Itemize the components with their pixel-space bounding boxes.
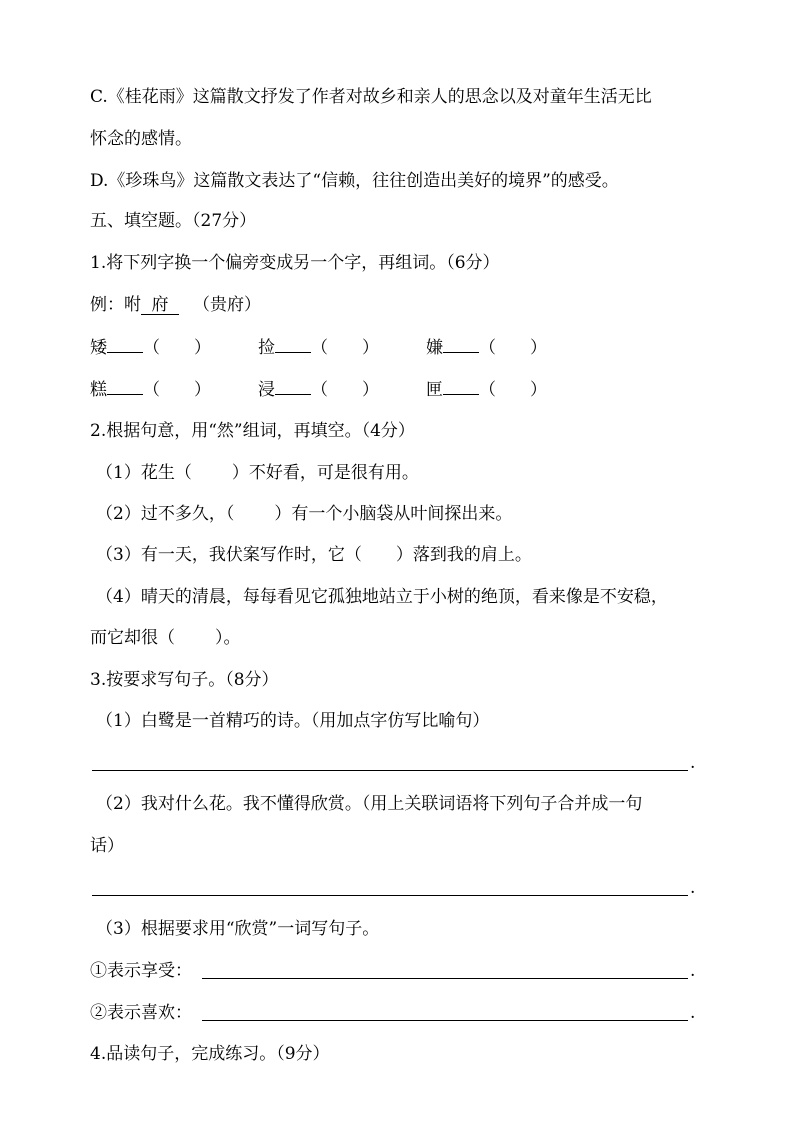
q1-row2-item1 [90, 378, 211, 401]
q2-title: 2.根据句意，用“然”组词，再填空。（4分） [90, 421, 415, 441]
q2-sentence4-line1: （4）晴天的清晨，每每看见它孤独地站立于小树的绝顶，看来像是不安稳， [96, 587, 668, 607]
q3-sentence2-line2: 话） [90, 836, 124, 856]
q1-blank[interactable] [107, 378, 143, 395]
q2-sentence2 [96, 503, 512, 525]
q3-s1-answer-line[interactable] [92, 770, 688, 771]
q1-blank[interactable] [275, 336, 311, 353]
q3-sentence2-line1: （2）我对什么花。我不懂得欣赏。（用上关联词语将下列句子合并成一句 [96, 794, 643, 814]
q1-blank[interactable] [443, 378, 479, 395]
q2-s4-part-a: 而它却很（ [90, 628, 175, 648]
q3-s1-period: . [690, 753, 696, 773]
q1-paren: （ ） [143, 380, 211, 400]
q1-example-answer: 府 [141, 296, 179, 315]
q3-title: 3.按要求写句子。（8分） [90, 670, 279, 690]
q1-example [90, 294, 261, 316]
q3-sentence1: （1）白鹭是一首精巧的诗。（用加点字仿写比喻句） [96, 711, 490, 731]
q1-blank[interactable] [275, 378, 311, 395]
q1-char: 匣 [426, 380, 443, 400]
q1-paren: （ ） [479, 338, 547, 358]
q1-blank[interactable] [107, 336, 143, 353]
q2-s1-part-a: （1）花生（ [96, 463, 192, 483]
option-d-line1: D.《珍珠鸟》这篇散文表达了“信赖，往往创造出美好的境界”的感受。 [90, 171, 619, 191]
q1-paren: （ ） [311, 338, 379, 358]
q2-sentence4-line2 [90, 627, 241, 649]
q2-s4-part-b: ）。 [215, 628, 241, 648]
q1-row1-item2 [258, 336, 379, 359]
q3-s3-item-b-label: ②表示喜欢： [90, 1003, 192, 1023]
q1-title: 1.将下列字换一个偏旁变成另一个字，再组词。（6分） [90, 253, 500, 273]
q2-s1-part-b: ）不好看，可是很有用。 [231, 463, 419, 483]
q1-char: 矮 [90, 338, 107, 358]
q2-sentence1 [96, 462, 419, 484]
q3-sentence3: （3）根据要求用“欣赏”一词写句子。 [96, 919, 380, 939]
q1-char: 捡 [258, 338, 275, 358]
q1-char: 浸 [258, 380, 275, 400]
q1-blank[interactable] [443, 336, 479, 353]
q1-row1-item3 [426, 336, 547, 359]
q1-row1-item1 [90, 336, 211, 359]
q2-s3-part-b: ）落到我的肩上。 [395, 545, 532, 565]
q1-paren: （ ） [311, 380, 379, 400]
q1-example-word: （贵府） [193, 295, 261, 315]
q2-s2-part-a: （2）过不多久，（ [96, 504, 235, 524]
q1-char: 糕 [90, 380, 107, 400]
q1-paren: （ ） [479, 380, 547, 400]
q2-s2-part-b: ）有一个小脑袋从叶间探出来。 [274, 504, 513, 524]
q4-title: 4.品读句子，完成练习。（9分） [90, 1044, 330, 1064]
q1-row2-item2 [258, 378, 379, 401]
q1-paren: （ ） [143, 338, 211, 358]
q2-s3-part-a: （3）有一天，我伏案写作时，它（ [96, 545, 362, 565]
q2-sentence3 [96, 544, 532, 566]
q1-char: 嫌 [426, 338, 443, 358]
q3-s3-item-b-line[interactable] [202, 1020, 688, 1021]
section5-title: 五、填空题。（27分） [90, 211, 257, 231]
option-c-line1: C.《桂花雨》这篇散文抒发了作者对故乡和亲人的思念以及对童年生活无比 [90, 87, 652, 107]
option-c-line2: 怀念的感情。 [90, 129, 192, 149]
q1-example-prefix: 例：咐 [90, 295, 141, 315]
q1-row2-item3 [426, 378, 547, 401]
q3-s3-item-a-label: ①表示享受： [90, 961, 192, 981]
q3-s2-period: . [690, 878, 696, 898]
q3-s3-b-period: . [690, 1003, 696, 1023]
q3-s3-a-period: . [690, 961, 696, 981]
q3-s3-item-a-line[interactable] [202, 978, 688, 979]
q3-s2-answer-line[interactable] [92, 895, 688, 896]
